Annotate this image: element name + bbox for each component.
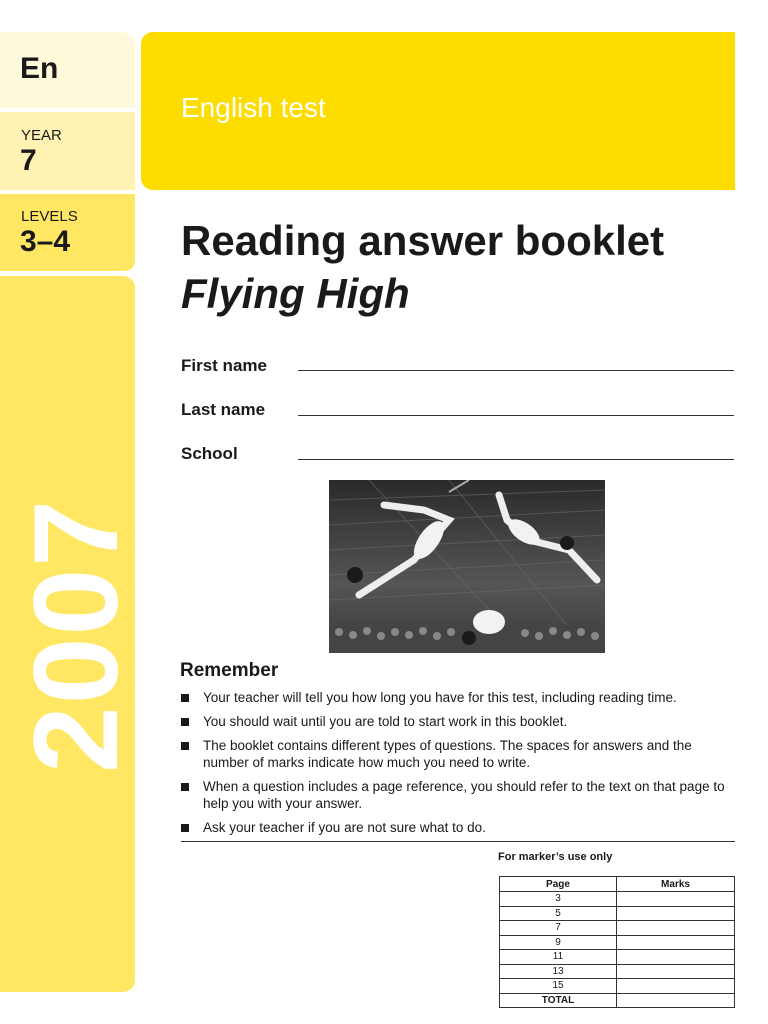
school-field[interactable]	[298, 459, 734, 460]
total-label: TOTAL	[500, 993, 617, 1008]
remember-list	[181, 689, 741, 843]
page-number: 9	[500, 935, 617, 950]
marks-column-header: Marks	[617, 877, 735, 892]
table-row	[500, 892, 735, 907]
page-number: 15	[500, 979, 617, 994]
year-value: 7	[20, 144, 37, 177]
last-name-label: Last name	[181, 400, 266, 419]
marks-cell[interactable]	[617, 906, 735, 921]
table-row	[500, 979, 735, 994]
bullet-square-icon	[181, 824, 189, 832]
marks-table	[499, 876, 735, 1008]
table-row	[500, 964, 735, 979]
marker-note: For marker’s use only	[498, 851, 613, 863]
page-number: 3	[500, 892, 617, 907]
list-item: You should wait until you are told to start work in this booklet.	[181, 713, 741, 730]
list-item: Ask your teacher if you are not sure what to do.	[181, 819, 741, 836]
first-name-field[interactable]	[298, 370, 734, 371]
remember-heading: Remember	[180, 660, 279, 681]
list-item: Your teacher will tell you how long you have for this test, including reading time.	[181, 689, 741, 706]
marks-cell[interactable]	[617, 921, 735, 936]
list-item: When a question includes a page reference, you should refer to the text on that page to help you with your answer.	[181, 778, 741, 812]
marks-cell[interactable]	[617, 979, 735, 994]
school-label: School	[181, 444, 238, 463]
marks-cell[interactable]	[617, 892, 735, 907]
marks-cell[interactable]	[617, 950, 735, 965]
first-name-label: First name	[181, 356, 267, 375]
trapeze-artists-illustration	[329, 480, 605, 653]
table-header-row	[500, 877, 735, 892]
page-number: 7	[500, 921, 617, 936]
page-number: 13	[500, 964, 617, 979]
table-row	[500, 935, 735, 950]
list-item: The booklet contains different types of questions. The spaces for answers and the number of marks indicate how much you need to write.	[181, 737, 741, 771]
table-row	[500, 921, 735, 936]
banner-title: English test	[181, 92, 326, 123]
bullet-square-icon	[181, 742, 189, 750]
bullet-square-icon	[181, 694, 189, 702]
page-column-header: Page	[500, 877, 617, 892]
bullet-square-icon	[181, 783, 189, 791]
levels-label: LEVELS	[21, 208, 78, 225]
marks-cell[interactable]	[617, 935, 735, 950]
page-number: 11	[500, 950, 617, 965]
test-year: 2007	[9, 498, 143, 773]
year-label: YEAR	[21, 127, 62, 144]
page-subtitle: Flying High	[181, 270, 410, 317]
table-row	[500, 906, 735, 921]
subject-code: En	[20, 52, 59, 85]
bullet-square-icon	[181, 718, 189, 726]
divider	[181, 841, 735, 842]
levels-value: 3–4	[20, 225, 71, 258]
total-marks-cell[interactable]	[617, 993, 735, 1008]
marks-cell[interactable]	[617, 964, 735, 979]
last-name-field[interactable]	[298, 415, 734, 416]
page-number: 5	[500, 906, 617, 921]
table-total-row	[500, 993, 735, 1008]
table-row	[500, 950, 735, 965]
page-title: Reading answer booklet	[181, 217, 665, 264]
